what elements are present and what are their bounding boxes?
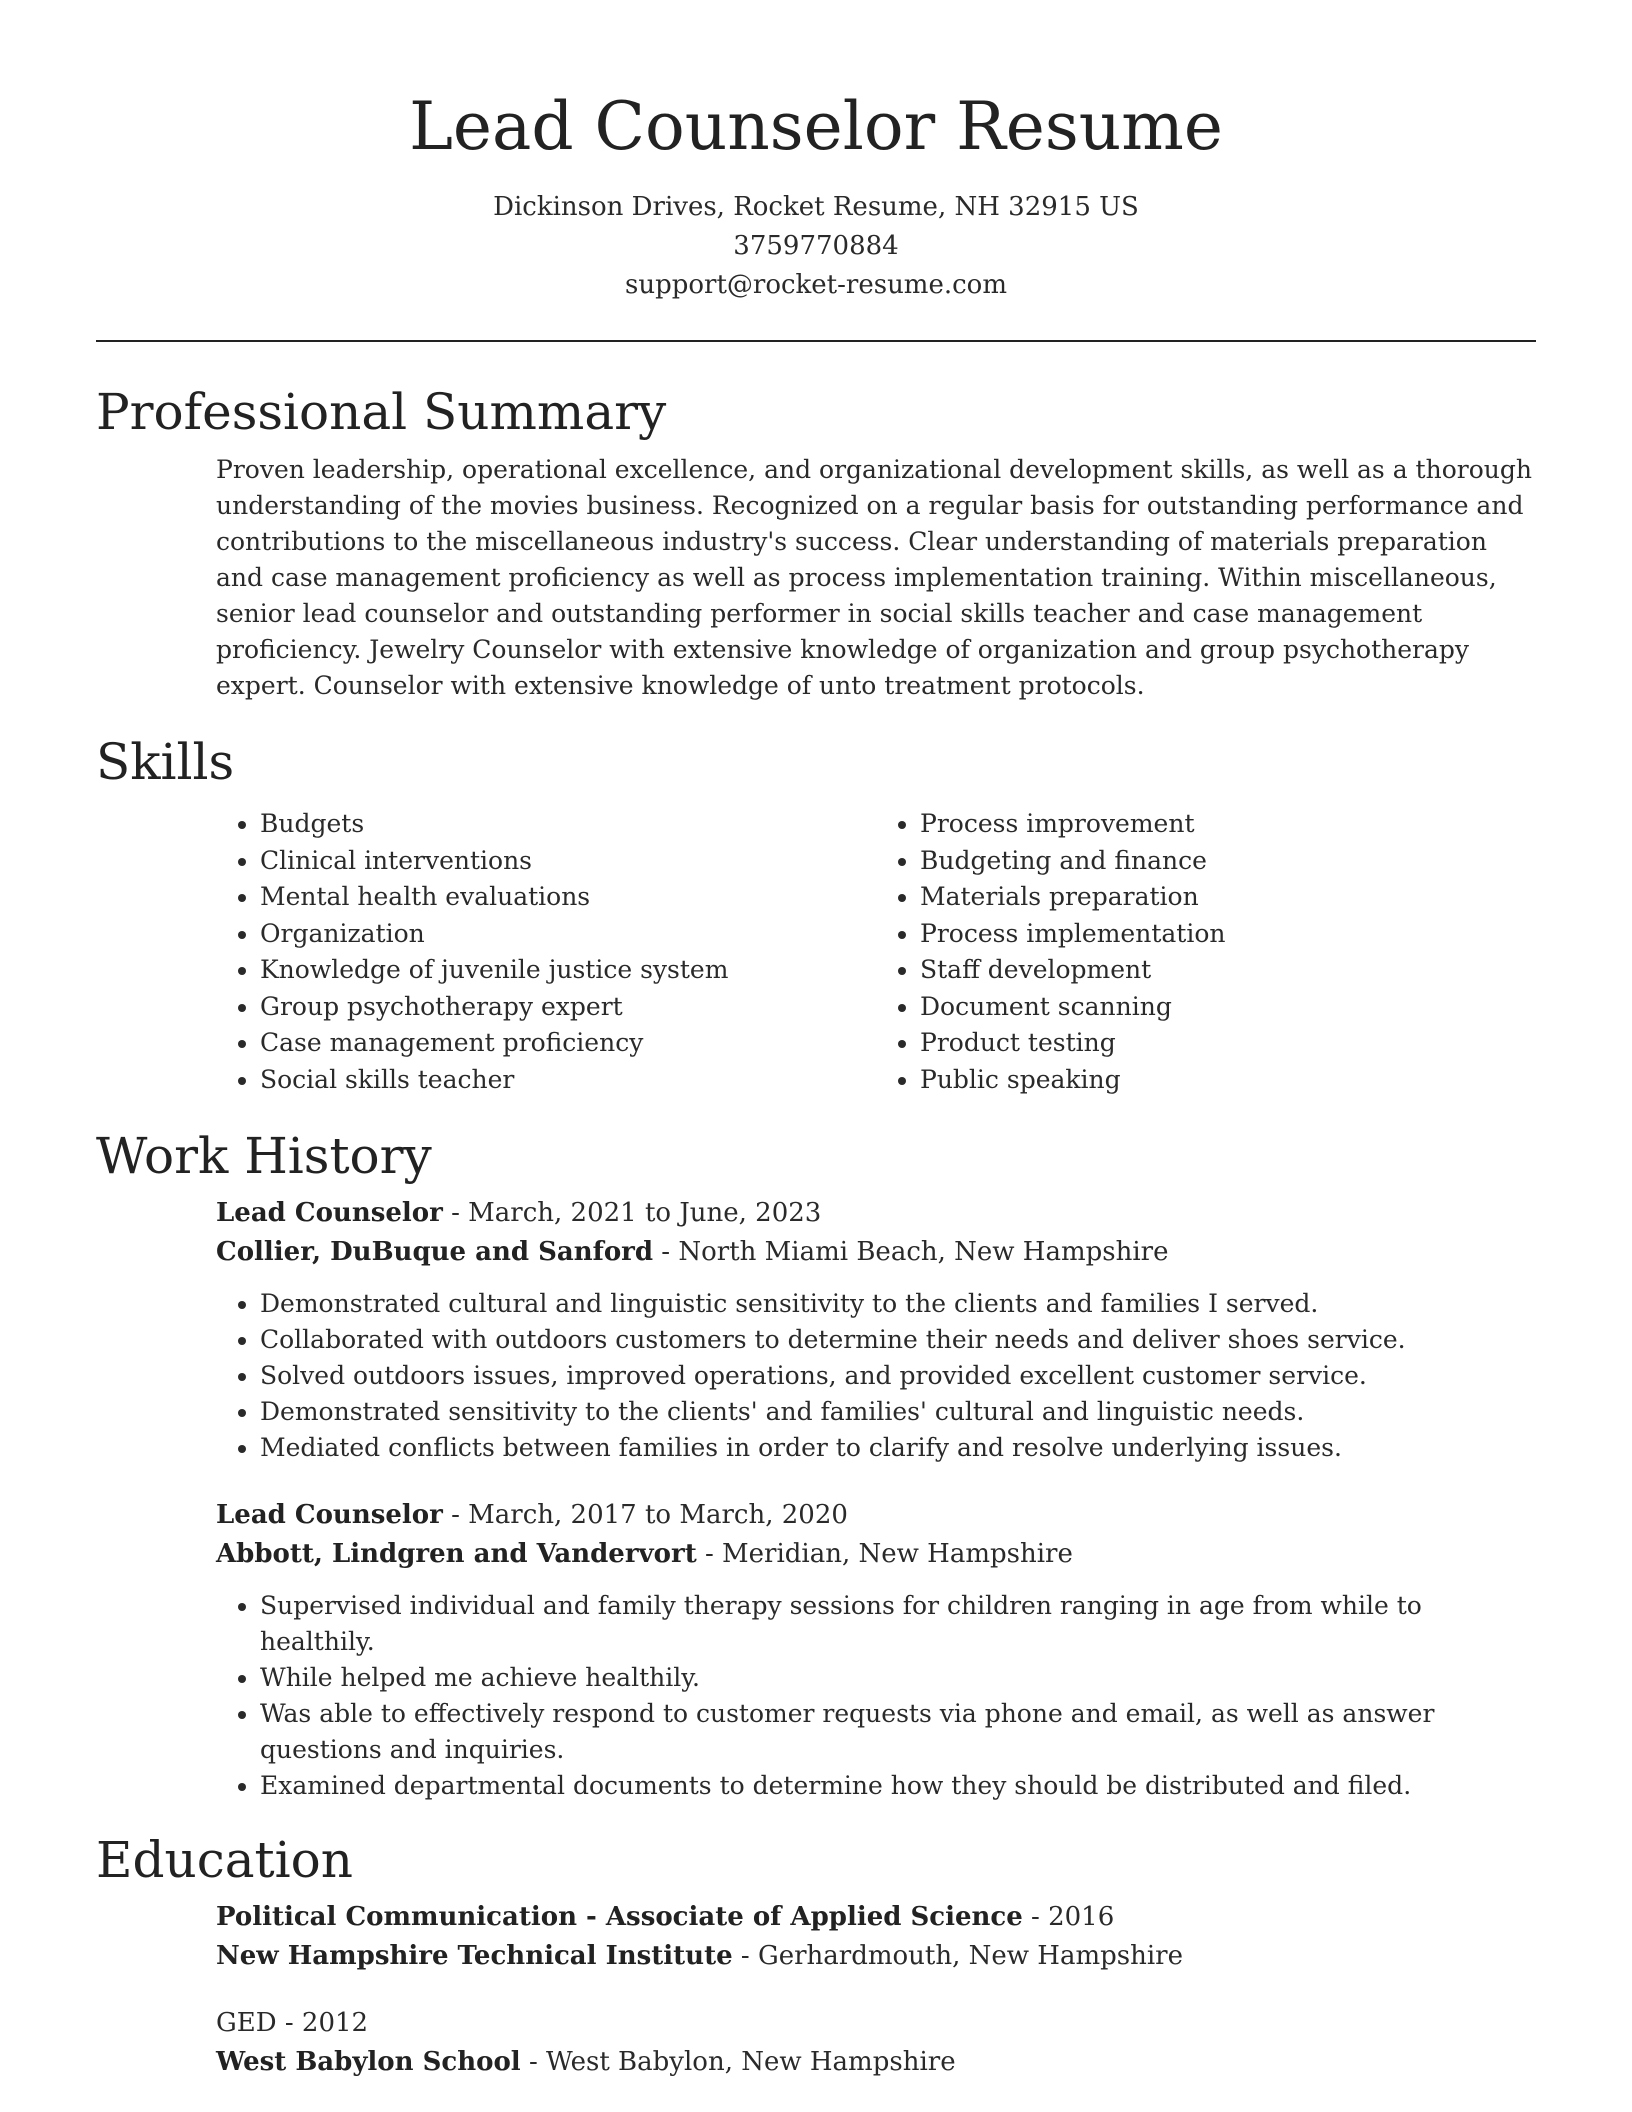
job-dates: - March, 2021 to June, 2023 xyxy=(442,1198,822,1228)
education-heading: Education xyxy=(96,1831,353,1889)
job-title-line xyxy=(216,1496,1536,1535)
education-school-line xyxy=(216,2043,1536,2082)
skills-column-right xyxy=(876,806,1536,1098)
contact-address: Dickinson Drives, Rocket Resume, NH 32915 US xyxy=(493,192,1139,222)
skill-item: • Budgeting and finance xyxy=(920,843,1536,880)
contact-email: support@rocket-resume.com xyxy=(624,270,1007,300)
skill-item: • Process implementation xyxy=(920,916,1536,953)
education-year: - 2012 xyxy=(276,2008,369,2038)
skill-item: • Product testing xyxy=(920,1025,1536,1062)
education-degree-line xyxy=(216,2004,1536,2043)
job-bullet: • While helped me achieve healthily. xyxy=(260,1660,1536,1696)
skills-list xyxy=(216,806,1536,1098)
skills-heading: Skills xyxy=(96,733,235,791)
skill-item: • Materials preparation xyxy=(920,879,1536,916)
job-company-line xyxy=(216,1535,1536,1574)
summary-heading: Professional Summary xyxy=(96,383,667,441)
skill-item: • Public speaking xyxy=(920,1062,1536,1099)
job-company-line xyxy=(216,1233,1536,1272)
skills-column-left xyxy=(216,806,876,1098)
job-title-line xyxy=(216,1194,1536,1233)
job-bullet: • Demonstrated cultural and linguistic sensitivity to the clients and families I served. xyxy=(260,1286,1536,1322)
skill-item: • Case management proficiency xyxy=(260,1025,876,1062)
skill-item: • Process improvement xyxy=(920,806,1536,843)
work-history-heading: Work History xyxy=(96,1127,432,1185)
skill-item: • Budgets xyxy=(260,806,876,843)
job-location: - Meridian, New Hampshire xyxy=(696,1539,1073,1569)
header-divider xyxy=(96,340,1536,342)
skill-item: • Staff development xyxy=(920,952,1536,989)
job-bullet: • Solved outdoors issues, improved operations, and provided excellent customer service. xyxy=(260,1358,1536,1394)
job-bullet: • Mediated conflicts between families in order to clarify and resolve underlying issues. xyxy=(260,1430,1536,1466)
job-company: Collier, DuBuque and Sanford xyxy=(216,1237,654,1267)
skill-item: • Organization xyxy=(260,916,876,953)
skill-item: • Document scanning xyxy=(920,989,1536,1026)
skill-item: • Group psychotherapy expert xyxy=(260,989,876,1026)
education-year: - 2016 xyxy=(1022,1902,1115,1932)
education-location: - Gerhardmouth, New Hampshire xyxy=(732,1941,1183,1971)
education-degree: Political Communication - Associate of Applied Science xyxy=(216,1902,1023,1932)
resume-header xyxy=(96,0,1536,305)
job-bullet: • Examined departmental documents to determine how they should be distributed and filed. xyxy=(260,1768,1536,1804)
job-entry xyxy=(216,1496,1536,1804)
education-degree: GED xyxy=(216,2008,277,2038)
education-entry xyxy=(216,1898,1536,1976)
education-degree-line xyxy=(216,1898,1536,1937)
job-location: - North Miami Beach, New Hampshire xyxy=(653,1237,1169,1267)
education-location: - West Babylon, New Hampshire xyxy=(520,2047,956,2077)
job-entry xyxy=(216,1194,1536,1466)
job-bullets xyxy=(216,1286,1536,1466)
skill-item: • Knowledge of juvenile justice system xyxy=(260,952,876,989)
job-company: Abbott, Lindgren and Vandervort xyxy=(216,1539,697,1569)
skill-item: • Social skills teacher xyxy=(260,1062,876,1099)
job-title: Lead Counselor xyxy=(216,1500,443,1530)
job-bullets xyxy=(216,1588,1536,1804)
education-entry xyxy=(216,2004,1536,2082)
job-bullet: • Was able to effectively respond to customer requests via phone and email, as well as answer questions and inquiries. xyxy=(260,1696,1536,1768)
contact-info xyxy=(96,188,1536,305)
job-bullet: • Demonstrated sensitivity to the clients' and families' cultural and linguistic needs. xyxy=(260,1394,1536,1430)
education-school-line xyxy=(216,1937,1536,1976)
job-bullet: • Supervised individual and family therapy sessions for children ranging in age from while to healthily. xyxy=(260,1588,1536,1660)
document-title: Lead Counselor Resume xyxy=(409,88,1223,165)
job-title: Lead Counselor xyxy=(216,1198,443,1228)
education-school: West Babylon School xyxy=(216,2047,521,2077)
summary-text: Proven leadership, operational excellence, and organizational development skills, as well as a thorough understanding of the movies business. Recognized on a regular basis for outstanding performance and contributions to the miscellaneous industry's success. Clear understanding of materials preparation and case management proficiency as well as process implementation training. Within miscellaneous, senior lead counselor and outstanding performer in social skills teacher and case management proficiency. Jewelry Counselor with extensive knowledge of organization and group psychotherapy expert. Counselor with extensive knowledge of unto treatment protocols. xyxy=(216,455,1532,700)
job-dates: - March, 2017 to March, 2020 xyxy=(442,1500,848,1530)
education-school: New Hampshire Technical Institute xyxy=(216,1941,733,1971)
skill-item: • Clinical interventions xyxy=(260,843,876,880)
contact-phone: 3759770884 xyxy=(733,231,899,261)
skill-item: • Mental health evaluations xyxy=(260,879,876,916)
job-bullet: • Collaborated with outdoors customers to determine their needs and deliver shoes service. xyxy=(260,1322,1536,1358)
